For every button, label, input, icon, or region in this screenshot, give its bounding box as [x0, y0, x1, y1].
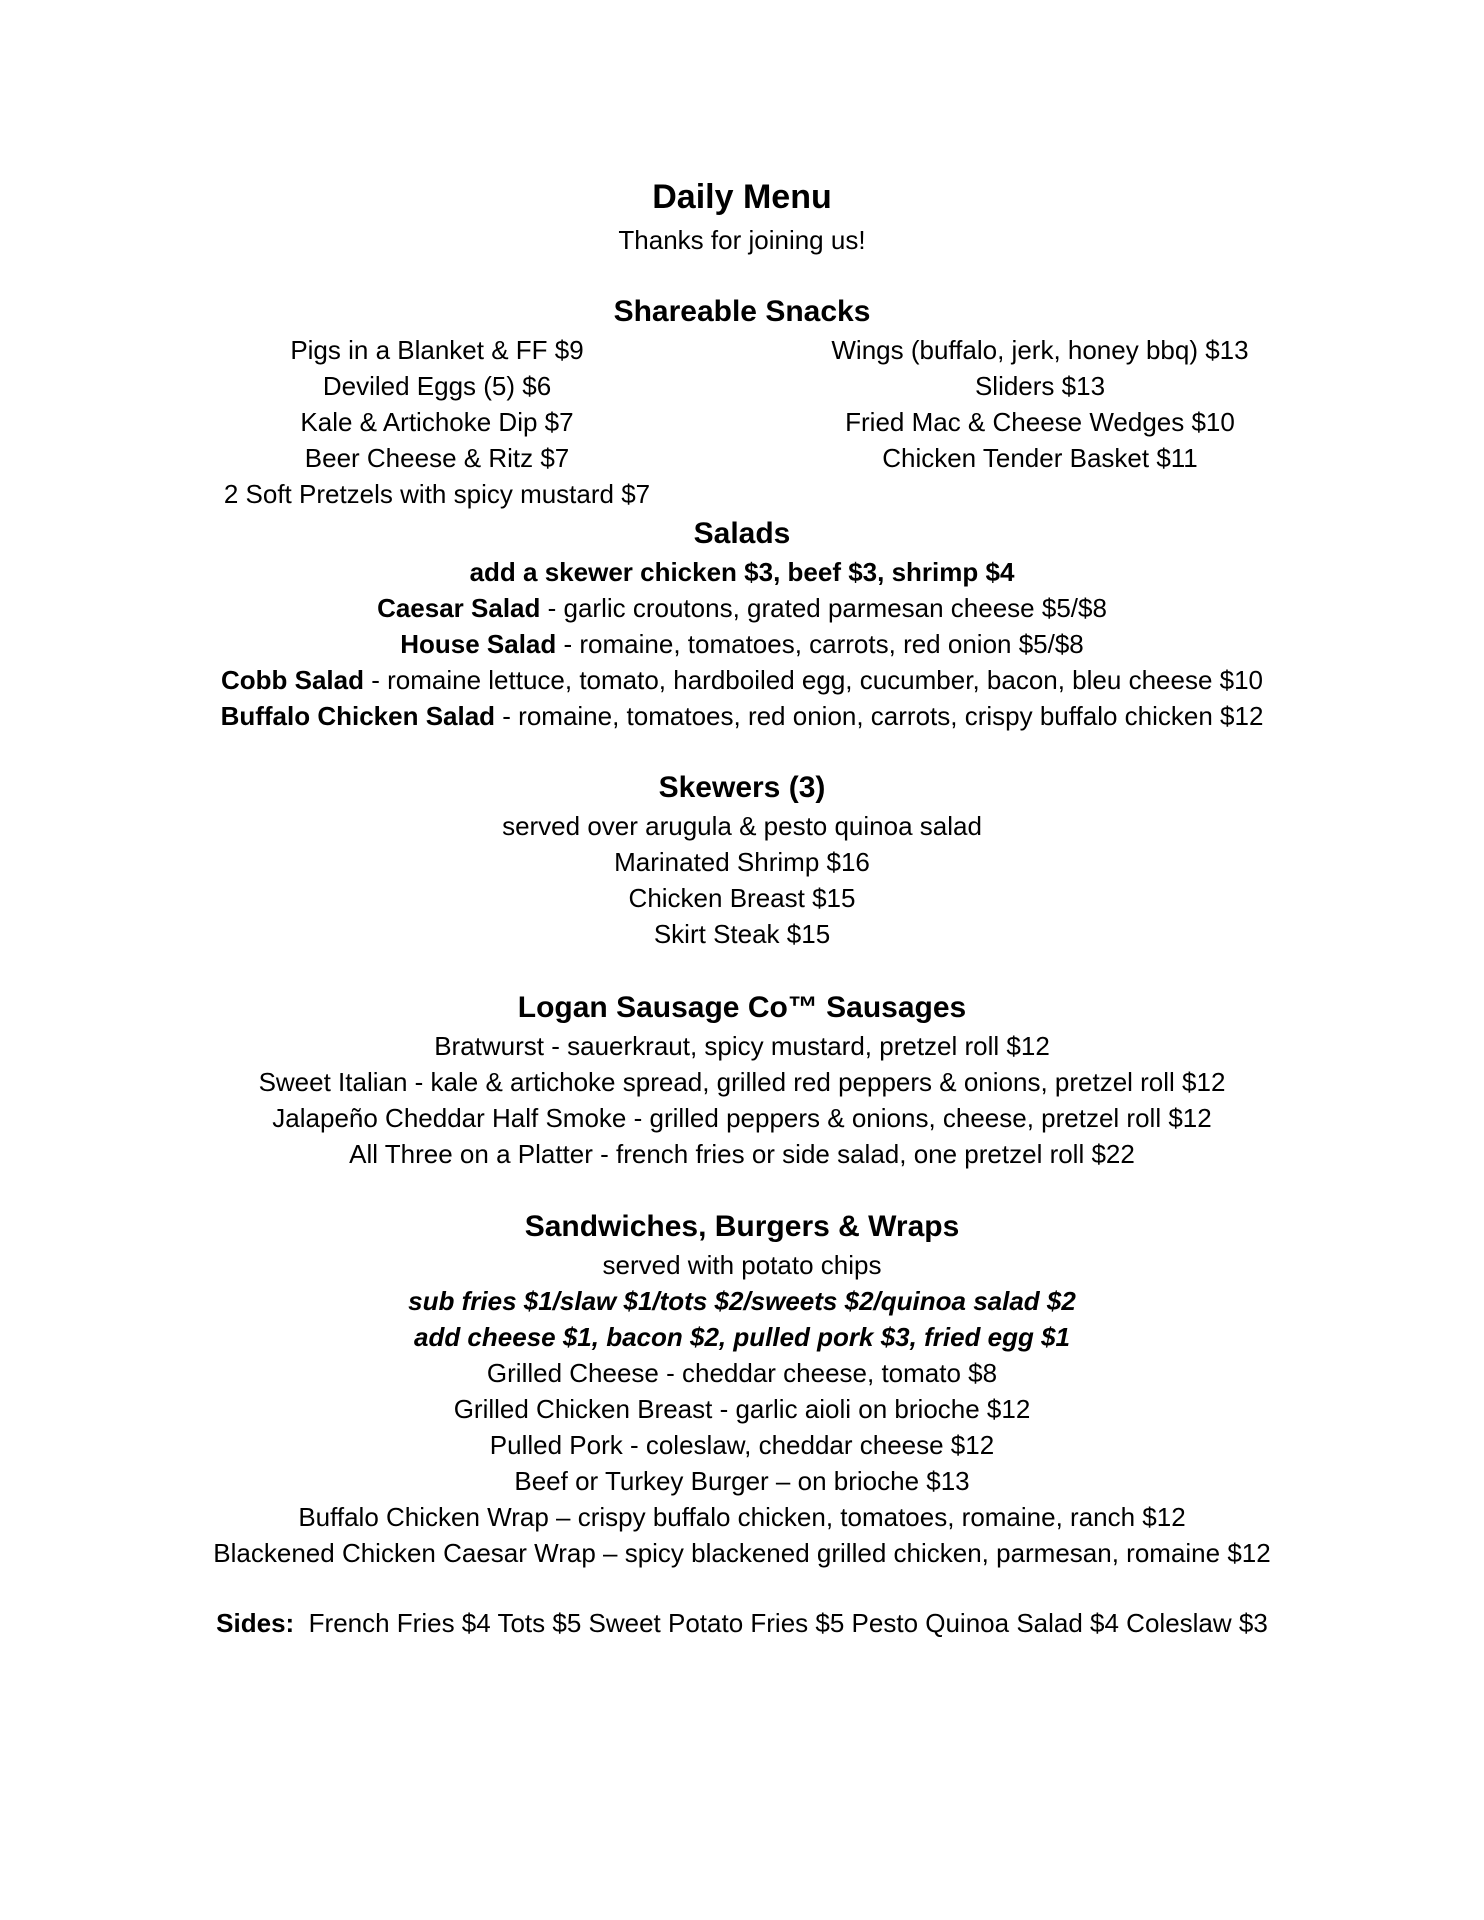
- sandwiches-heading: Sandwiches, Burgers & Wraps: [524, 1210, 960, 1243]
- sausage-item: Sweet Italian - kale & artichoke spread, grilled red peppers & onions, pretzel roll $12: [258, 1067, 1226, 1097]
- salad-desc: - garlic croutons, grated parmesan cheese $5/$8: [540, 593, 1107, 623]
- snack-item: Fried Mac & Cheese Wedges $10: [845, 407, 1235, 437]
- snack-item: Beer Cheese & Ritz $7: [304, 443, 570, 473]
- snack-item: Kale & Artichoke Dip $7: [300, 407, 574, 437]
- sandwich-item: Grilled Chicken Breast - garlic aioli on brioche $12: [453, 1394, 1031, 1424]
- sandwiches-add-line: add cheese $1, bacon $2, pulled pork $3, fried egg $1: [413, 1322, 1071, 1352]
- salad-item: [0, 590, 1484, 626]
- salad-desc: - romaine, tomatoes, carrots, red onion $5/$8: [556, 629, 1084, 659]
- snacks-left-column: [200, 332, 674, 512]
- salad-desc: - romaine lettuce, tomato, hardboiled egg, cucumber, bacon, bleu cheese $10: [364, 665, 1264, 695]
- skewers-note: served over arugula & pesto quinoa salad: [502, 811, 982, 841]
- sandwiches-sub-line: sub fries $1/slaw $1/tots $2/sweets $2/quinoa salad $2: [408, 1286, 1076, 1316]
- salad-name: Caesar Salad: [377, 593, 541, 623]
- sausage-item: Bratwurst - sauerkraut, spicy mustard, pretzel roll $12: [434, 1031, 1050, 1061]
- snack-item: Sliders $13: [974, 371, 1106, 401]
- skewer-item: Chicken Breast $15: [628, 883, 856, 913]
- snack-item: Deviled Eggs (5) $6: [322, 371, 552, 401]
- salad-name: House Salad: [400, 629, 557, 659]
- sandwiches-note: served with potato chips: [602, 1250, 882, 1280]
- salad-name: Cobb Salad: [220, 665, 364, 695]
- sausage-item: All Three on a Platter - french fries or side salad, one pretzel roll $22: [349, 1139, 1135, 1169]
- sausage-item: Jalapeño Cheddar Half Smoke - grilled peppers & onions, cheese, pretzel roll $12: [272, 1103, 1212, 1133]
- sandwich-item: Blackened Chicken Caesar Wrap – spicy blackened grilled chicken, parmesan, romaine $12: [213, 1538, 1271, 1568]
- menu-title: Daily Menu: [652, 178, 832, 216]
- salad-item: [0, 662, 1484, 698]
- snacks-heading: Shareable Snacks: [613, 295, 871, 328]
- skewers-heading: Skewers (3): [658, 771, 826, 804]
- snack-item: Wings (buffalo, jerk, honey bbq) $13: [831, 335, 1249, 365]
- skewer-item: Marinated Shrimp $16: [614, 847, 870, 877]
- sandwich-item: Buffalo Chicken Wrap – crispy buffalo chicken, tomatoes, romaine, ranch $12: [298, 1502, 1186, 1532]
- snacks-right-column: [790, 332, 1290, 476]
- salad-item: [0, 626, 1484, 662]
- menu-subtitle: Thanks for joining us!: [618, 225, 866, 255]
- snack-item: Chicken Tender Basket $11: [882, 443, 1198, 473]
- sides-label: Sides:: [216, 1608, 295, 1638]
- sides-line: [0, 1605, 1484, 1641]
- sausages-heading: Logan Sausage Co™ Sausages: [517, 991, 967, 1024]
- sandwich-item: Pulled Pork - coleslaw, cheddar cheese $12: [489, 1430, 995, 1460]
- salad-item: [0, 698, 1484, 734]
- salad-name: Buffalo Chicken Salad: [220, 701, 496, 731]
- snack-item: Pigs in a Blanket & FF $9: [290, 335, 584, 365]
- snack-item: 2 Soft Pretzels with spicy mustard $7: [223, 479, 651, 509]
- sandwich-item: Beef or Turkey Burger – on brioche $13: [514, 1466, 970, 1496]
- salads-addon: add a skewer chicken $3, beef $3, shrimp $4: [469, 557, 1015, 587]
- salad-desc: - romaine, tomatoes, red onion, carrots, crispy buffalo chicken $12: [495, 701, 1264, 731]
- skewer-item: Skirt Steak $15: [653, 919, 831, 949]
- salads-heading: Salads: [693, 517, 791, 550]
- sides-text: French Fries $4 Tots $5 Sweet Potato Fries $5 Pesto Quinoa Salad $4 Coleslaw $3: [294, 1608, 1268, 1638]
- sandwich-item: Grilled Cheese - cheddar cheese, tomato $8: [486, 1358, 998, 1388]
